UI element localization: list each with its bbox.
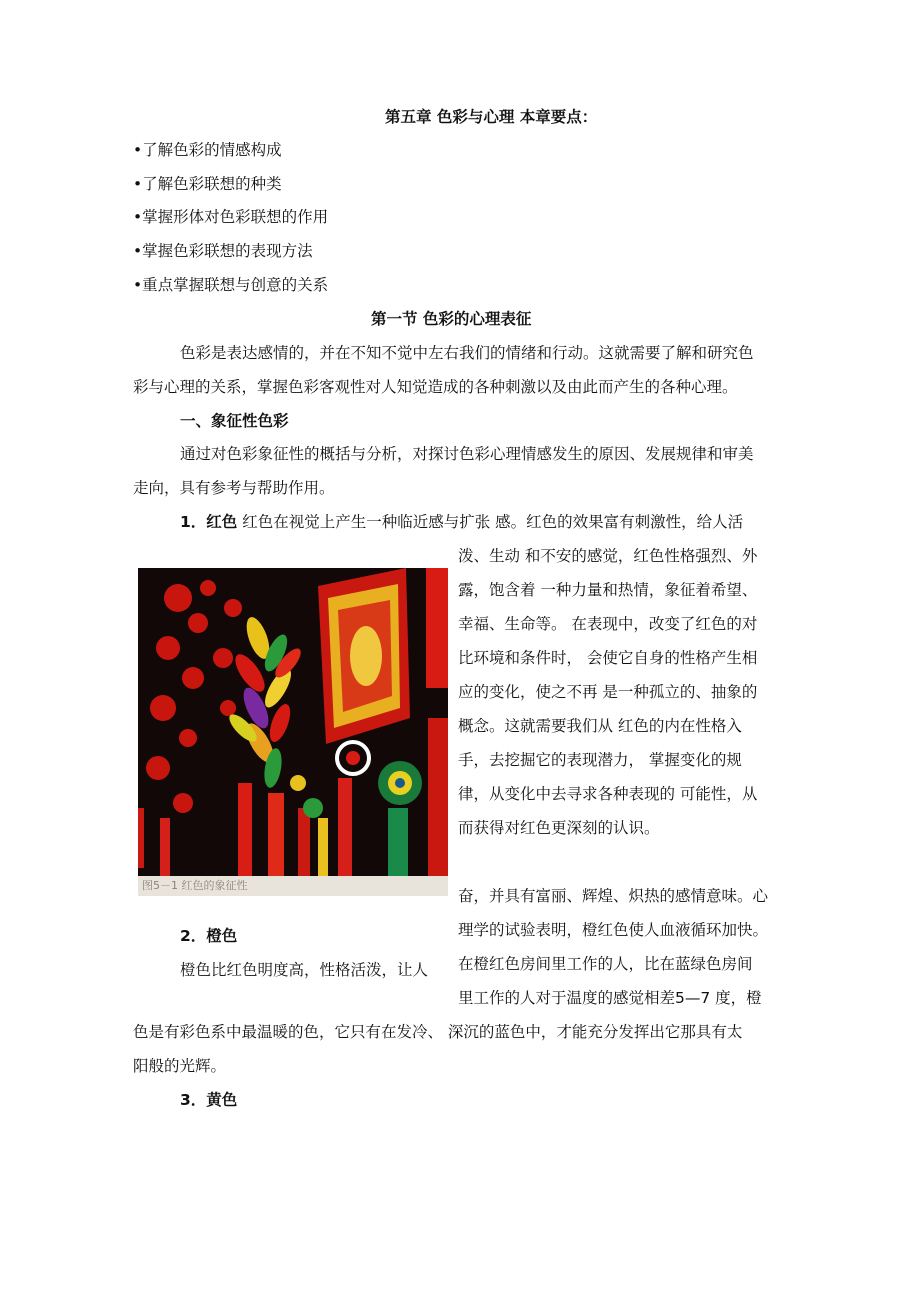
red-number: 1． — [180, 513, 207, 531]
figure-red-symbolism — [138, 568, 448, 896]
orange-number: 2． — [180, 927, 207, 945]
key-point-item: •掌握色彩联想的表现方法 — [133, 242, 313, 260]
figure-caption: 图5－1 红色的象征性 — [138, 876, 448, 896]
yellow-label: 黄色 — [206, 1091, 238, 1109]
red-wrap-line: 比环境和条件时， 会使它自身的性格产生相 — [458, 649, 758, 667]
red-wrap-line: 而获得对红色更深刻的认识。 — [458, 819, 660, 837]
red-wrap-line: 露，饱含着 一种力量和热情，象征着希望、 — [458, 581, 758, 599]
red-wrap-line: 泼、生动 和不安的感觉，红色性格强烈、外 — [458, 547, 758, 565]
subsection-line: 通过对色彩象征性的概括与分析，对探讨色彩心理情感发生的原因、发展规律和审美 — [180, 445, 754, 463]
red-wrap-line: 律，从变化中去寻求各种表现的 可能性，从 — [458, 785, 758, 803]
orange-right-line: 奋，并具有富丽、辉煌、炽热的感情意味。心 — [458, 887, 769, 905]
red-first-line — [180, 512, 743, 532]
subsection-title: 一、象征性色彩 — [180, 412, 289, 430]
yellow-number: 3． — [180, 1091, 207, 1109]
red-wrap-line: 概念。这就需要我们从 红色的内在性格入 — [458, 717, 742, 735]
orange-left-line: 橙色比红色明度高，性格活泼，让人 — [180, 961, 429, 979]
key-point-item: •掌握形体对色彩联想的作用 — [133, 208, 329, 226]
red-text: 红色在视觉上产生一种临近感与扩张 感。红色的效果富有刺激性，给人活 — [242, 513, 744, 531]
red-label: 红色 — [206, 513, 238, 531]
key-point-item: •了解色彩的情感构成 — [133, 141, 282, 159]
red-wrap-line: 手，去挖掘它的表现潜力， 掌握变化的规 — [458, 751, 742, 769]
orange-final-line: 阳般的光辉。 — [133, 1057, 227, 1075]
orange-heading — [180, 926, 237, 946]
orange-right-line: 里工作的人对于温度的感觉相差5—7 度，橙 — [458, 989, 762, 1007]
orange-right-line: 在橙红色房间里工作的人，比在蓝绿色房间 — [458, 955, 753, 973]
red-wrap-line: 应的变化，使之不再 是一种孤立的、抽象的 — [458, 683, 758, 701]
orange-final-line: 色是有彩色系中最温暖的色，它只有在发冷、 深沉的蓝色中，才能充分发挥出它那具有太 — [133, 1023, 743, 1041]
yellow-heading — [180, 1090, 237, 1110]
intro-line: 色彩是表达感情的，并在不知不觉中左右我们的情绪和行动。这就需要了解和研究色 — [180, 344, 754, 362]
photo-chinese-knots-image — [138, 568, 448, 876]
key-point-item: •了解色彩联想的种类 — [133, 175, 282, 193]
orange-right-line: 理学的试验表明，橙红色使人血液循环加快。 — [458, 921, 769, 939]
key-point-item: •重点掌握联想与创意的关系 — [133, 276, 329, 294]
orange-label: 橙色 — [206, 927, 238, 945]
red-wrap-line: 幸福、生命等。 在表现中，改变了红色的对 — [458, 615, 758, 633]
intro-line: 彩与心理的关系，掌握色彩客观性对人知觉造成的各种刺激以及由此而产生的各种心理。 — [133, 378, 738, 396]
subsection-line: 走向，具有参考与帮助作用。 — [133, 479, 335, 497]
section-title: 第一节 色彩的心理表征 — [371, 310, 532, 328]
chapter-heading: 第五章 色彩与心理 本章要点： — [385, 108, 598, 126]
